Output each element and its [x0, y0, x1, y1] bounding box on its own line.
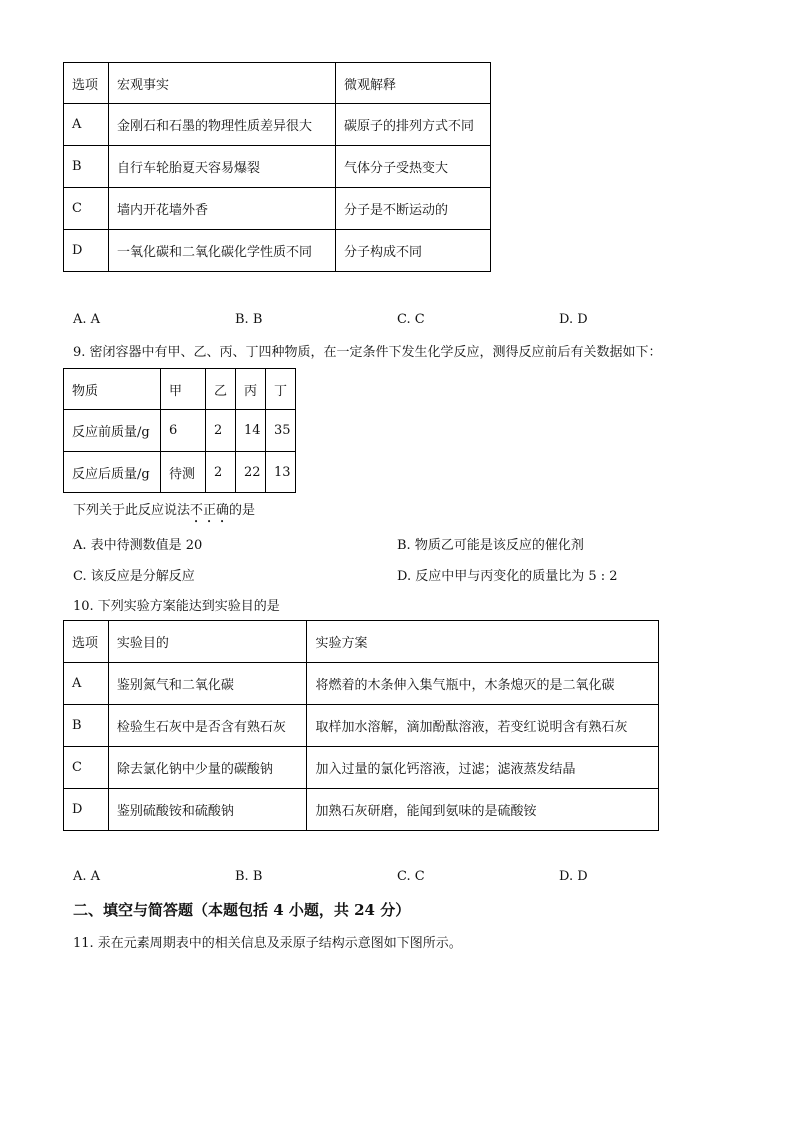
table-row [64, 230, 491, 272]
q9-question-pre: 下列关于此反应说法 [73, 503, 191, 518]
table-cell: 气体分子受热变大 [336, 146, 491, 188]
q8-table [63, 62, 491, 272]
table-cell: 实验目的 [108, 621, 307, 663]
table-cell: B [64, 146, 109, 188]
table-cell: D [64, 789, 109, 831]
table-row [64, 663, 659, 705]
table-cell: 2 [206, 410, 236, 452]
q11-stem: 11. 汞在元素周期表中的相关信息及汞原子结构示意图如下图所示。 [73, 936, 462, 951]
q9-choice-a: A. 表中待测数值是 20 [73, 538, 203, 553]
q9-choice-d: D. 反应中甲与丙变化的质量比为 5 : 2 [397, 569, 618, 584]
table-cell: 鉴别氮气和二氧化碳 [108, 663, 307, 705]
q10-choice-c: C. C [397, 869, 425, 884]
table-cell: 自行车轮胎夏天容易爆裂 [109, 146, 336, 188]
q10-choice-b: B. B [235, 869, 263, 884]
q8-choice-a: A. A [73, 312, 101, 327]
q9-choice-c: C. 该反应是分解反应 [73, 569, 195, 584]
q10-choice-d: D. D [559, 869, 588, 884]
table-cell: 微观解释 [336, 63, 491, 104]
q9-stem: 9. 密闭容器中有甲、乙、丙、丁四种物质，在一定条件下发生化学反应，测得反应前后有关数据如下： [73, 345, 662, 360]
table-header-row [64, 63, 491, 104]
table-cell: 宏观事实 [109, 63, 336, 104]
table-cell: 分子构成不同 [336, 230, 491, 272]
table-row [64, 747, 659, 789]
table-cell: 金刚石和石墨的物理性质差异很大 [109, 104, 336, 146]
table-cell: 2 [206, 452, 236, 493]
table-cell: 墙内开花墙外香 [109, 188, 336, 230]
table-cell: 加熟石灰研磨，能闻到氨味的是硫酸铵 [307, 789, 659, 831]
table-cell: 待测 [161, 452, 206, 493]
table-row [64, 188, 491, 230]
table-cell: 22 [236, 452, 266, 493]
table-row [64, 789, 659, 831]
table-cell: A [64, 104, 109, 146]
table-cell: C [64, 188, 109, 230]
table-cell: 反应后质量/g [64, 452, 161, 493]
q9-question [73, 499, 255, 526]
table-cell: 乙 [206, 369, 236, 410]
table-cell: 检验生石灰中是否含有熟石灰 [108, 705, 307, 747]
table-cell: 甲 [161, 369, 206, 410]
table-cell: 鉴别硫酸铵和硫酸钠 [108, 789, 307, 831]
q8-choice-c: C. C [397, 312, 425, 327]
table-cell: 碳原子的排列方式不同 [336, 104, 491, 146]
table-row [64, 104, 491, 146]
table-cell: 分子是不断运动的 [336, 188, 491, 230]
table-cell: 反应前质量/g [64, 410, 161, 452]
table-cell: 13 [266, 452, 296, 493]
q9-question-emphasis: 不正确 [190, 503, 230, 518]
table-cell: 将燃着的木条伸入集气瓶中，木条熄灭的是二氧化碳 [307, 663, 659, 705]
q8-choice-b: B. B [235, 312, 263, 327]
table-row [64, 146, 491, 188]
table-cell: D [64, 230, 109, 272]
table-cell: 14 [236, 410, 266, 452]
table-cell: B [64, 705, 109, 747]
table-cell: A [64, 663, 109, 705]
table-cell: 选项 [64, 621, 109, 663]
q8-choice-d: D. D [559, 312, 588, 327]
table-header-row [64, 369, 296, 410]
table-cell: 丁 [266, 369, 296, 410]
q9-question-post: 的是 [229, 503, 256, 518]
table-cell: 物质 [64, 369, 161, 410]
table-row [64, 410, 296, 452]
table-cell: C [64, 747, 109, 789]
table-cell: 丙 [236, 369, 266, 410]
table-row [64, 705, 659, 747]
q10-table [63, 620, 659, 831]
section-heading: 二、填空与简答题（本题包括 4 小题，共 24 分） [73, 901, 411, 919]
q9-table [63, 368, 296, 493]
table-cell: 35 [266, 410, 296, 452]
table-cell: 取样加水溶解，滴加酚酞溶液，若变红说明含有熟石灰 [307, 705, 659, 747]
q10-choice-a: A. A [73, 869, 101, 884]
q10-stem: 10. 下列实验方案能达到实验目的是 [73, 599, 280, 614]
table-cell: 除去氯化钠中少量的碳酸钠 [108, 747, 307, 789]
table-cell: 加入过量的氯化钙溶液，过滤；滤液蒸发结晶 [307, 747, 659, 789]
table-cell: 实验方案 [307, 621, 659, 663]
table-cell: 6 [161, 410, 206, 452]
table-header-row [64, 621, 659, 663]
table-cell: 选项 [64, 63, 109, 104]
q9-choice-b: B. 物质乙可能是该反应的催化剂 [397, 538, 584, 553]
table-row [64, 452, 296, 493]
table-cell: 一氧化碳和二氧化碳化学性质不同 [109, 230, 336, 272]
